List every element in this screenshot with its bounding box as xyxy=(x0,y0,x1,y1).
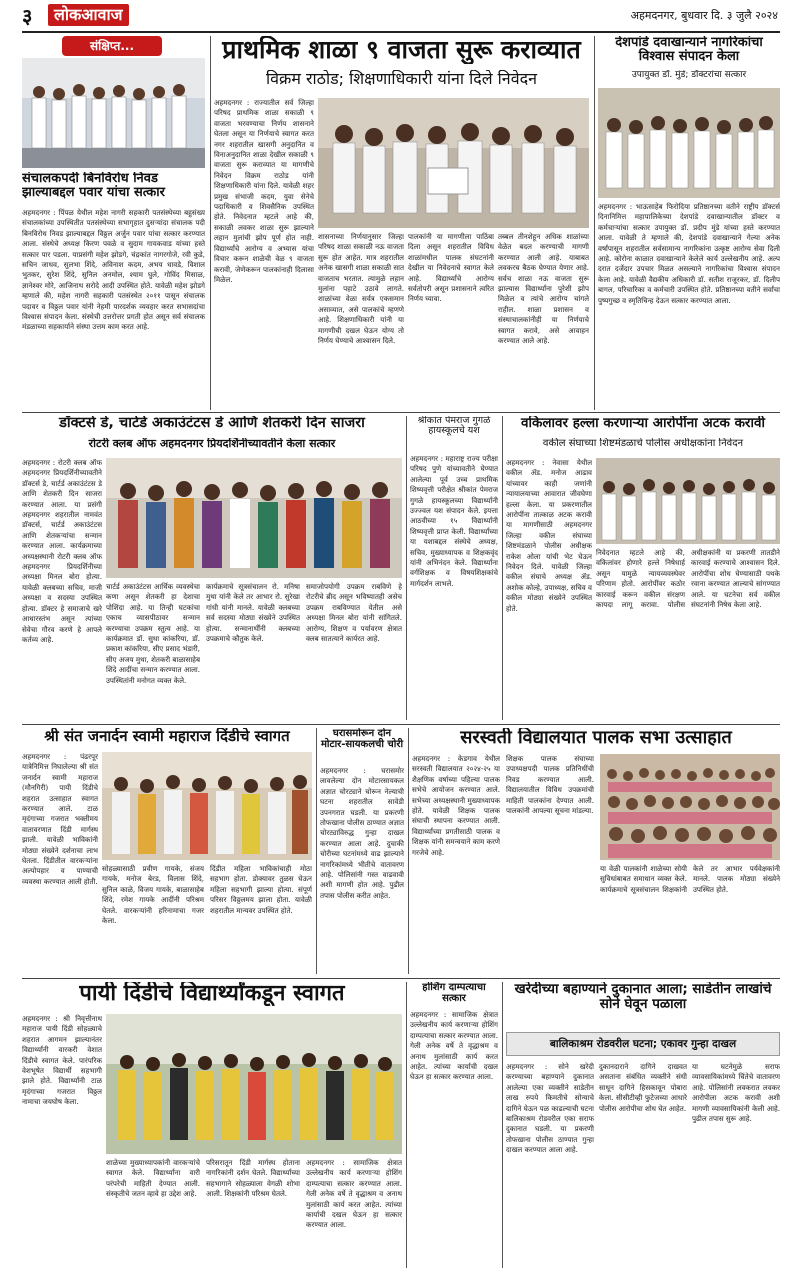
deshpande-headline: देशपांडे दवाखान्याने नागरिकांचा विश्वास संपादन केला xyxy=(615,36,763,65)
sankshipt-headline: संचालकपदी बिनविरोध निवड झाल्याबद्दल पवार यांचा सत्कार xyxy=(22,172,165,201)
motorcycle-headline: घरासमोरून दोन मोटार-सायकलची चोरी xyxy=(320,728,404,750)
main-body-mid2: पालकांनी या मागणीला पाठिंबा दिला असून शहरातील विविध शाळांमधील पालक संघटनांनी देखील या निवेदनाचे स्वागत केले आहे. विद्यार्थ्यांचे आरोग्य सर्वतोपरी असून प्रशासनाने त्वरित निर्णय घ्यावा. xyxy=(408,232,494,304)
gold-body-left: अहमदनगर : सोने खरेदी करण्याच्या बहाण्याने दुकानात आलेल्या एका व्यक्तीने साडेतीन लाख रुपये किमतीचे सोन्याचे दागिने घेऊन पळ काढल्याची घटना बालिकाश्रम रोडवरील एका सराफ दुकानात घडली. या प्रकरणी तोफखाना पोलीस ठाण्यात गुन्हा दाखल करण्यात आला आहे. xyxy=(506,1062,594,1155)
page-number: ३ xyxy=(22,4,33,28)
dindi-story xyxy=(22,728,312,970)
deshpande-story xyxy=(598,36,780,406)
payi-dindi-photo xyxy=(106,1014,402,1154)
gold-story xyxy=(506,982,780,1268)
sankshipt-label: संक्षिप्त... xyxy=(62,36,162,56)
gold-body-right: या घटनेमुळे सराफ व्यावसायिकांमध्ये चिंतेचे वातावरण आहे. पोलिसांनी लवकरात लवकर आरोपीला अटक करावी अशी मागणी व्यावसायिकांनी केली आहे. पुढील तपास सुरू आहे. xyxy=(692,1062,780,1124)
lawyer-body-right: निवेदनात म्हटले आहे की, वकिलांवर होणारे हल्ले निषेधार्ह असून यामुळे न्यायव्यवस्थेवर परिणाम होतो. आरोपींवर कठोर कारवाई करून वकील संरक्षण कायदा लागू करावा. पोलीस अधीक्षकांनी या प्रकरणी तातडीने कारवाई करण्याचे आश्वासन दिले. आरोपींचा शोध घेण्यासाठी पथके रवाना करण्यात आल्याचे सांगण्यात आले. या घटनेचा सर्व वकील संघटनांनी निषेध केला आहे. xyxy=(596,548,780,610)
main-body-left: अहमदनगर : राज्यातील सर्व जिल्हा परिषद प्राथमिक शाळा सकाळी ९ वाजता भरवण्याचा निर्णय शासनाने घेतला असून या निर्णयाचे स्वागत करत नगर शहरातील खासगी अनुदानित व विनाअनुदानित शाळा देखील सकाळी ९ वाजता सुरू कराव्यात या मागणीचे निवेदन विक्रम राठोड यांनी शिक्षणाधिकारी यांना दिले. यावेळी शहर प्रमुख संभाजी कदम, युवा सेनेचे पदाधिकारी व शिवसैनिक उपस्थित होते. निवेदनात म्हटले आहे की, सकाळी लवकर शाळा सुरू झाल्याने लहान मुलांची झोप पूर्ण होत नाही. विद्यार्थ्यांचे आरोग्य व अभ्यास यांचा विचार करून शाळेची वेळ ९ वाजता करावी, जेणेकरून पालकांनाही दिलासा मिळेल. xyxy=(214,98,314,284)
dindi-body-mid: सोहळ्यासाठी प्रवीण गायके, संजय गायके, मनोज बेरड, विलास शिंदे, सुनिल काळे, विजय गायके, बाळासाहेब शिंदे, रमेश गायके आदींनी परिश्रम घेतले. वारकऱ्यांनी हरिनामाचा गजर केला. xyxy=(102,864,204,926)
doctors-day-story xyxy=(22,416,402,716)
shrikant-headline: श्रीकांत पेमराज गुगळे हायस्कूलचे यश xyxy=(417,416,491,437)
deshpande-body: अहमदनगर : भाऊसाहेब फिरोदिया प्रतिष्ठानच्या वतीने राष्ट्रीय डॉक्टर्स दिनानिमित्त महापालिकेच्या देशपांडे दवाखान्यातील डॉक्टर व कर्मचाऱ्यांचा सत्कार उपायुक्त डॉ. प्रदीप मुंडे यांच्या हस्ते करण्यात आला. यावेळी ते म्हणाले की, देशपांडे दवाखान्याने गेल्या अनेक वर्षांपासून शहरातील सर्वसामान्य नागरिकांना उत्कृष्ट आरोग्य सेवा दिली आहे. कोरोना काळात दवाखान्याने केलेले कार्य उल्लेखनीय आहे. अल्प दरात दर्जेदार उपचार मिळत असल्याने नागरिकांचा विश्वास संपादन केला आहे. यावेळी वैद्यकीय अधिकारी डॉ. सतीश राजूरकर, डॉ. दिलीप बागल, परिचारिका व कर्मचारी उपस्थित होते. प्रतिष्ठानच्या वतीने सर्वांचा पुष्पगुच्छ व स्मृतिचिन्ह देऊन सत्कार करण्यात आला. xyxy=(598,202,780,305)
hoshing-body: अहमदनगर : सामाजिक क्षेत्रात उल्लेखनीय कार्य करणाऱ्या होशिंग दाम्पत्याचा सत्कार करण्यात आला. गेली अनेक वर्षे ते वृद्धाश्रम व अनाथ मुलांसाठी कार्य करत आहेत. त्यांच्या कार्याची दखल घेऊन हा सत्कार करण्यात आला. xyxy=(410,1010,498,1082)
doctors-day-photo xyxy=(106,458,402,578)
dindi-headline: श्री संत जनार्दन स्वामी महाराज दिंडीचे स्वागत xyxy=(44,728,290,745)
doctors-day-subhead: रोटरी क्लब ऑफ अहमदनगर प्रियदर्शिनीच्यावतीने केला सत्कार xyxy=(88,438,336,450)
sankshipt-photo xyxy=(22,58,205,168)
lawyer-headline: वकिलावर हल्ला करणाऱ्या आरोपींना अटक करावी xyxy=(521,416,765,431)
payi-dindi-body-mid2: परिसरातून दिंडी मार्गस्थ होताना नागरिकांनी दर्शन घेतले. विद्यार्थ्यांच्या सहभागाने सोहळ्याला वेगळी शोभा आली. शिक्षकांनी परिश्रम घेतले. xyxy=(206,1158,300,1199)
deshpande-photo xyxy=(598,88,780,198)
saraswati-body-mid: शिक्षक पालक संघाच्या उपाध्यक्षपदी पालक प्रतिनिधींची निवड करण्यात आली. विद्यालयातील विविध उपक्रमांची माहिती पालकांना देण्यात आली. पालकांनी आपल्या सूचना मांडल्या. xyxy=(506,754,594,816)
payi-dindi-body-mid: शाळेच्या मुख्याध्यापकांनी वारकऱ्यांचे स्वागत केले. विद्यार्थ्यांना वारी परंपरेची माहिती देण्यात आली. संस्कृतीचे जतन व्हावे हा उद्देश आहे. xyxy=(106,1158,200,1199)
header-rule xyxy=(22,31,780,33)
saraswati-body-left: अहमदनगर : केडगाव येथील सरस्वती विद्यालयात २०२४-२५ या शैक्षणिक वर्षाच्या पहिल्या पालक सभेचे आयोजन करण्यात आले. सभेच्या अध्यक्षस्थानी मुख्याध्यापक होते. यावेळी शिक्षक पालक संघाची स्थापना करण्यात आली. विद्यार्थ्यांच्या प्रगतीसाठी पालक व शिक्षक यांनी समन्वयाने काम करणे गरजेचे आहे. xyxy=(412,754,500,857)
saraswati-body-right: या वेळी पालकांनी शाळेच्या सोयी सुविधांबाबत समाधान व्यक्त केले. कार्यक्रमाचे सूत्रसंचालन शिक्षकांनी केले तर आभार पर्यवेक्षकांनी मानले. पालक मोठ्या संख्येने उपस्थित होते. xyxy=(600,864,780,894)
masthead-logo: लोकआवाज xyxy=(48,4,129,26)
lawyer-subhead: वकील संघाच्या शिष्टमंडळाचे पोलीस अधीक्षकांना निवेदन xyxy=(542,438,744,449)
lawyer-photo xyxy=(596,458,780,544)
main-photo xyxy=(318,98,589,228)
page-header xyxy=(0,0,800,30)
shrikant-body: अहमदनगर : महाराष्ट्र राज्य परीक्षा परिषद पुणे यांच्यावतीने घेण्यात आलेल्या पूर्व उच्च प्राथमिक शिष्यवृत्ती परीक्षेत श्रीकांत पेमराज गुगळे हायस्कूलच्या विद्यार्थ्यांनी उज्ज्वल यश संपादन केले. इयत्ता आठवीच्या १५ विद्यार्थ्यांनी शिष्यवृत्ती प्राप्त केली. विद्यार्थ्यांच्या या यशाबद्दल संस्थेचे अध्यक्ष, सचिव, मुख्याध्यापक व शिक्षकवृंद यांनी अभिनंदन केले. विद्यार्थ्यांना वर्गशिक्षक व विषयशिक्षकांचे मार्गदर्शन लाभले. xyxy=(410,454,498,588)
dindi-photo xyxy=(102,752,312,860)
issue-date: अहमदनगर, बुधवार दि. ३ जुलै २०२४ xyxy=(630,9,778,22)
sankshipt-section xyxy=(22,36,205,406)
sankshipt-body: अहमदनगर : पिंपळ येथील महेश नागरी सहकारी पतसंस्थेच्या बहुसंख्य संचालकांच्या उपस्थितीत पतसंस्थेच्या सभागृहात दुसऱ्यांदा संचालक पदी बिनविरोध निवड झाल्याबद्दल विठ्ठल अर्जुन पवार यांचा सत्कार करण्यात आला. संस्थेचे अध्यक्ष किरण पवळे व सुदाम गायकवाड यांच्या हस्ते सत्कार पार पडला. याप्रसंगी महेश झोडगे, चंद्रकांत नागरगोजे, रवी कुडे, सचिन जाधव, सुलभा शिंदे, अविनाश कदम, अभय धावडे, विशाल भुतकर, सुरेश शिंदे, सुनिल अनमोल, श्याम घुले, गोविंद मिसाळ, ज्ञानेश्वर मोरे, आजिनाथ सरोदे आदी उपस्थित होते. यावेळी महेश झोडगे म्हणाले की, महेश नागरी सहकारी पतसंस्थेत २०११ पासून संचालक पदावर व विठ्ठल पवार यांनी नेहमी पारदर्शक व्यवहार करत सभासदांचा विश्वास संपादन केला. संस्थेची उत्तरोत्तर प्रगती होत असून सर्व संचालक मंडळाच्या सहकार्याने संस्था उत्तम काम करत आहे. xyxy=(22,208,205,332)
saraswati-story xyxy=(412,728,780,970)
main-headline: प्राथमिक शाळा ९ वाजता सुरू कराव्यात xyxy=(222,36,581,64)
doctors-day-body-mid2: कार्यक्रमाचे सूत्रसंचालन रो. मनिषा मुथा यांनी केले तर आभार रो. सुरेखा गांधी यांनी मानले. यावेळी क्लबच्या सर्व सदस्या मोठ्या संख्येने उपस्थित होत्या. सन्मानार्थींनी क्लबच्या उपक्रमाचे कौतुक केले. xyxy=(206,582,300,644)
main-body-right: तब्बल तीनशेहून अधिक शाळांच्या वेळेत बदल करण्याची मागणी करण्यात आली आहे. याबाबत लवकरच बैठक घेण्यात येणार आहे. सर्वच शाळा नऊ वाजता सुरू झाल्यास विद्यार्थ्यांना पुरेशी झोप मिळेल व त्यांचे आरोग्य चांगले राहील. शाळा प्रशासन व संस्थाचालकांनीही या निर्णयाचे स्वागत करावे, असे आवाहन करण्यात आले आहे. xyxy=(498,232,589,346)
deshpande-subhead: उपायुक्त डॉ. मुंडे; डॉक्टरांचा सत्कार xyxy=(631,70,747,80)
payi-dindi-headline: पायी दिंडीचे विद्यार्थ्यांकडून स्वागत xyxy=(79,982,345,1006)
motorcycle-body: अहमदनगर : घरासमोर लावलेल्या दोन मोटारसायकल अज्ञात चोरट्याने चोरून नेल्याची घटना शहरातील सावेडी उपनगरात घडली. या प्रकरणी तोफखाना पोलीस ठाण्यात अज्ञात चोरट्याविरुद्ध गुन्हा दाखल करण्यात आला आहे. दुचाकी चोरीच्या घटनांमध्ये वाढ झाल्याने नागरिकांमध्ये भीतीचे वातावरण आहे. पोलिसांनी गस्त वाढवावी अशी मागणी होत आहे. पुढील तपास पोलीस करीत आहेत. xyxy=(320,766,404,900)
hoshing-story xyxy=(410,982,498,1268)
gold-body-mid: दुकानदाराने दागिने दाखवत असताना संबंधित व्यक्तीने संधी साधून दागिने हिसकावून पोबारा केला. सीसीटीव्ही फुटेजच्या आधारे पोलीस आरोपीचा शोध घेत आहेत. xyxy=(599,1062,687,1113)
payi-dindi-body-left: अहमदनगर : श्री निवृत्तीनाथ महाराज पायी दिंडी सोहळ्याचे शहरात आगमन झाल्यानंतर विद्यार्थ्यांनी वारकरी वेशात दिंडीचे स्वागत केले. पारंपरिक वेशभूषेत विद्यार्थी सहभागी झाले होते. विद्यार्थ्यांनी टाळ मृदंगाच्या गजरात विठ्ठल नामाचा जयघोष केला. xyxy=(22,1014,102,1107)
dindi-body-left: अहमदनगर : पंढरपूर यात्रेनिमित्त निघालेल्या श्री संत जनार्दन स्वामी महाराज (मौनगिरी) पायी दिंडीचे शहरात उत्साहात स्वागत करण्यात आले. टाळ मृदंगाच्या गजरात भक्तीमय वातावरणात दिंडी मार्गस्थ झाली. यावेळी भाविकांनी मोठ्या संख्येने दर्शनाचा लाभ घेतला. दिंडीतील वारकऱ्यांना अल्पोपहार व पाण्याची व्यवस्था करण्यात आली होती. xyxy=(22,752,98,886)
hoshing-headline: होशिंग दाम्पत्याचा सत्कार xyxy=(422,982,486,1004)
lawyer-body-left: अहमदनगर : नेवासा येथील वकील ॲड. मनोज आढाव यांच्यावर काही जणांनी न्यायालयाच्या आवारात जीवघेणा हल्ला केला. या प्रकरणातील आरोपींना तात्काळ अटक करावी या मागणीसाठी अहमदनगर जिल्हा वकील संघाच्या शिष्टमंडळाने पोलीस अधीक्षक राकेश ओला यांची भेट घेऊन निवेदन दिले. यावेळी जिल्हा वकील संघाचे अध्यक्ष ॲड. अशोक कोल्हे, उपाध्यक्ष, सचिव व वकील मोठ्या संख्येने उपस्थित होते. xyxy=(506,458,592,613)
saraswati-photo xyxy=(600,754,780,860)
motorcycle-story xyxy=(320,728,404,970)
payi-dindi-story xyxy=(22,982,402,1268)
payi-dindi-body-right: अहमदनगर : सामाजिक क्षेत्रात उल्लेखनीय कार्य करणाऱ्या होशिंग दाम्पत्याचा सत्कार करण्यात आला. गेली अनेक वर्षे ते वृद्धाश्रम व अनाथ मुलांसाठी कार्य करत आहेत. त्यांच्या कार्याची दखल घेऊन हा सत्कार करण्यात आला. xyxy=(306,1158,402,1230)
saraswati-headline: सरस्वती विद्यालयात पालक सभा उत्साहात xyxy=(460,728,732,748)
main-story xyxy=(214,36,589,406)
main-subhead: विक्रम राठोड; शिक्षणाधिकारी यांना दिले निवेदन xyxy=(266,70,537,88)
doctors-day-body-right: समाजोपयोगी उपक्रम राबविणे हे रोटरीचे ब्रीद असून भविष्यातही असेच उपक्रम राबविण्यात येतील असे अध्यक्षा मिनल बोरा यांनी सांगितले. आरोग्य, शिक्षण व पर्यावरण क्षेत्रात क्लब सातत्याने कार्यरत आहे. xyxy=(306,582,402,644)
main-body-mid: शासनाच्या निर्णयानुसार जिल्हा परिषद शाळा सकाळी नऊ वाजता सुरू होत आहेत. मात्र शहरातील अनेक खासगी शाळा सकाळी सात वाजताच भरतात. त्यामुळे लहान मुलांना पहाटे उठावे लागते. शाळांच्या वेळा सर्वत्र एकसमान असाव्यात, असे पालकांचे म्हणणे आहे. शिक्षणाधिकारी यांनी या मागणीची दखल घेऊन योग्य तो निर्णय घेण्याचे आश्वासन दिले. xyxy=(318,232,404,346)
doctors-day-headline: डॉक्टर्स डे, चार्टर्ड अकाउंटंटस डे आणि शेतकरी दिन साजरा xyxy=(59,416,365,431)
shrikant-story xyxy=(410,416,498,716)
gold-headline: खरेदीच्या बहाण्याने दुकानात आला; साडेतीन लाखांचे सोने घेवून पळाला xyxy=(514,982,772,1012)
gold-box: बालिकाश्रम रोडवरील घटना; एकावर गुन्हा दाखल xyxy=(506,1032,780,1056)
dindi-body-right: दिंडीत महिला भाविकांचाही मोठा सहभाग होता. डोक्यावर तुळस घेऊन महिला सहभागी झाल्या होत्या. संपूर्ण परिसर विठ्ठलमय झाला होता. यावेळी शहरातील मान्यवर उपस्थित होते. xyxy=(210,864,312,915)
doctors-day-body-mid: चार्टर्ड अकाउंटंटस आर्थिक व्यवस्थेचा कणा असून शेतकरी हा देशाचा पोशिंदा आहे. या तिन्ही घटकांचा एकाच व्यासपीठावर सन्मान करण्याचा उपक्रम स्तुत्य आहे. या कार्यक्रमात डॉ. सुधा कांकरिया, डॉ. प्रकाश कांकरिया, सीए प्रसाद भंडारी, सीए अजय मुथा, शेतकरी बाळासाहेब शिंदे आदींचा सन्मान करण्यात आला. उपस्थितांनी मनोगत व्यक्त केले. xyxy=(106,582,200,685)
doctors-day-body-left: अहमदनगर : रोटरी क्लब ऑफ अहमदनगर प्रियदर्शिनीच्यावतीने डॉक्टर्स डे, चार्टर्ड अकाउंटंटस डे आणि शेतकरी दिन साजरा करण्यात आला. या प्रसंगी अहमदनगर शहरातील नामवंत डॉक्टर्स, चार्टर्ड अकाउंटंटस आणि शेतकऱ्यांचा सन्मान करण्यात आला. कार्यक्रमाच्या अध्यक्षस्थानी रोटरी क्लब ऑफ अहमदनगर प्रियदर्शिनीच्या अध्यक्षा मिनल बोरा होत्या. यावेळी क्लबच्या सचिव, माजी अध्यक्षा व सदस्या उपस्थित होत्या. डॉक्टर हे समाजाचे खरे आधारस्तंभ असून त्यांच्या सेवेचा गौरव करणे हे आपले कर्तव्य आहे. xyxy=(22,458,102,644)
lawyer-story xyxy=(506,416,780,716)
